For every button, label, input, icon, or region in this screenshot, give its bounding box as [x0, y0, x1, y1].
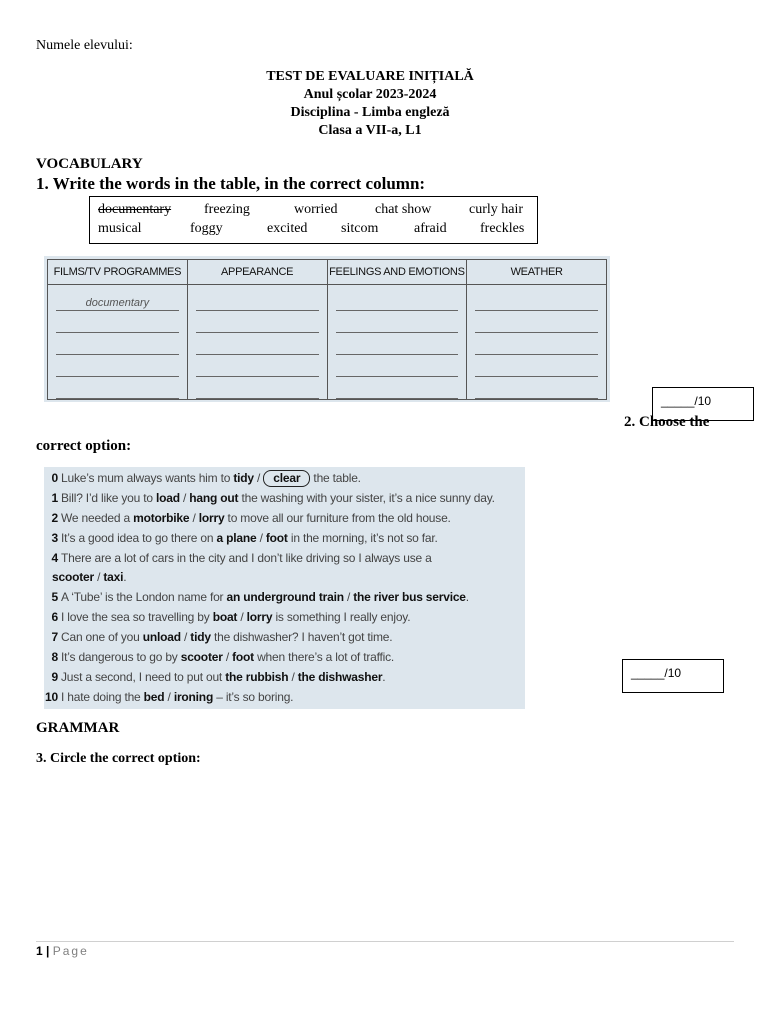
answer-blank[interactable]	[196, 377, 319, 399]
example-answer: documentary	[85, 297, 150, 309]
option-a[interactable]: tidy	[233, 471, 254, 485]
option-item	[44, 590, 469, 604]
word-item: afraid	[414, 221, 447, 236]
school-year: Anul școlar 2023-2024	[303, 87, 437, 102]
item-text: – it’s so boring.	[213, 690, 294, 704]
option-b[interactable]: foot	[265, 531, 288, 545]
item-number: 0	[51, 471, 58, 485]
test-title: TEST DE EVALUARE INIȚIALĂ	[266, 69, 474, 84]
answer-blank[interactable]	[475, 377, 598, 399]
option-b[interactable]: tidy	[190, 630, 211, 644]
item-text: A ‘Tube’ is the London name for	[61, 590, 227, 604]
category-table	[44, 256, 610, 402]
item-text: It’s dangerous to go by	[61, 650, 181, 664]
item-number: 1	[51, 491, 58, 505]
option-b[interactable]: hang out	[189, 491, 239, 505]
item-text: I hate doing the	[61, 690, 144, 704]
column-films	[48, 285, 188, 400]
column-header-feelings: FEELINGS AND EMOTIONS	[327, 260, 467, 285]
word-item: chat show	[375, 202, 432, 217]
item-text: to move all our furniture from the old house.	[224, 511, 451, 525]
item-text: Bill? I’d like you to	[61, 491, 156, 505]
item-text: in the morning, it’s not so far.	[287, 531, 438, 545]
answer-blank[interactable]	[475, 289, 598, 311]
answer-blank[interactable]	[196, 355, 319, 377]
answer-blank[interactable]	[56, 377, 179, 399]
item-number: 9	[51, 670, 58, 684]
item-text: is something I really enjoy.	[272, 610, 411, 624]
word-item: curly hair	[469, 202, 524, 217]
item-text: the dishwasher? I haven’t got time.	[210, 630, 393, 644]
exercise-2-title-start: 2. Choose the	[624, 414, 710, 430]
item-number: 8	[51, 650, 58, 664]
item-number: 4	[51, 551, 58, 565]
option-a[interactable]: the rubbish	[225, 670, 289, 684]
item-number: 5	[51, 590, 58, 604]
option-a[interactable]: a plane	[216, 531, 257, 545]
word-item: documentary	[98, 202, 172, 217]
item-text: the table.	[310, 471, 361, 485]
answer-blank[interactable]	[475, 355, 598, 377]
option-separator: /	[93, 570, 104, 584]
footer-separator: |	[42, 944, 53, 958]
option-a[interactable]: bed	[143, 690, 165, 704]
option-separator: /	[237, 610, 247, 624]
answer-blank[interactable]	[56, 355, 179, 377]
option-a[interactable]: scooter	[180, 650, 223, 664]
option-a[interactable]: load	[155, 491, 180, 505]
item-number: 3	[51, 531, 58, 545]
answer-blank[interactable]	[336, 289, 459, 311]
answer-blank[interactable]	[336, 377, 459, 399]
option-b[interactable]: foot	[232, 650, 254, 664]
option-item	[44, 551, 432, 565]
option-separator: /	[343, 590, 354, 604]
student-name-label: Numele elevului:	[36, 38, 133, 53]
item-number: 2	[51, 511, 58, 525]
option-item	[44, 470, 361, 487]
option-a[interactable]: unload	[142, 630, 181, 644]
class-level: Clasa a VII-a, L1	[318, 123, 422, 138]
item-number: 7	[51, 630, 58, 644]
column-header-weather: WEATHER	[467, 260, 607, 285]
item-text: .	[465, 590, 469, 604]
footer-divider	[36, 941, 734, 942]
option-item	[44, 650, 394, 664]
word-item: excited	[267, 221, 308, 236]
column-header-appearance: APPEARANCE	[187, 260, 327, 285]
answer-blank[interactable]	[196, 289, 319, 311]
option-b[interactable]: lorry	[246, 610, 273, 624]
score-box-exercise-2[interactable]: _____/10	[622, 659, 724, 693]
option-b[interactable]: the dishwasher	[297, 670, 383, 684]
column-weather	[467, 285, 607, 400]
item-text: It’s a good idea to go there on	[61, 531, 217, 545]
item-text: .	[123, 570, 127, 584]
option-separator: /	[222, 650, 233, 664]
page-footer	[36, 944, 89, 958]
option-a[interactable]: boat	[212, 610, 238, 624]
vocabulary-heading: VOCABULARY	[36, 156, 143, 172]
item-text: the washing with your sister, it’s a nice sunny day.	[238, 491, 495, 505]
option-item	[44, 610, 410, 624]
answer-blank[interactable]	[56, 333, 179, 355]
option-b[interactable]: the river bus service	[353, 590, 466, 604]
subject: Disciplina - Limba engleză	[290, 105, 450, 120]
word-item: sitcom	[341, 221, 379, 236]
option-item	[44, 670, 385, 684]
option-a[interactable]: motorbike	[133, 511, 190, 525]
option-a[interactable]: an underground train	[226, 590, 344, 604]
option-item	[44, 511, 451, 525]
answer-blank[interactable]	[336, 311, 459, 333]
item-number: 10	[45, 690, 58, 704]
option-a[interactable]: scooter	[52, 570, 94, 584]
item-text: I love the sea so travelling by	[61, 610, 213, 624]
word-item: freezing	[204, 202, 250, 217]
option-b-circled[interactable]: clear	[263, 470, 310, 487]
option-item-continued	[52, 570, 126, 584]
item-text: .	[382, 670, 386, 684]
page-number: 1	[36, 944, 43, 958]
answer-blank[interactable]	[336, 355, 459, 377]
option-item	[44, 491, 495, 505]
page-label: Page	[52, 944, 89, 958]
grammar-heading: GRAMMAR	[36, 720, 120, 736]
option-b[interactable]: lorry	[198, 511, 225, 525]
answer-blank[interactable]	[56, 289, 179, 311]
option-b[interactable]: ironing	[173, 690, 214, 704]
answer-blank[interactable]	[336, 333, 459, 355]
word-item: worried	[294, 202, 338, 217]
answer-blank[interactable]	[475, 333, 598, 355]
word-item: foggy	[190, 221, 223, 236]
item-text: Can one of you	[61, 630, 143, 644]
answer-blank[interactable]	[475, 311, 598, 333]
exercise-3-title: 3. Circle the correct option:	[36, 751, 201, 766]
item-text: We needed a	[61, 511, 134, 525]
option-separator: /	[288, 670, 298, 684]
word-bank	[89, 196, 538, 244]
option-separator: /	[180, 630, 191, 644]
column-appearance	[187, 285, 327, 400]
option-item	[44, 690, 293, 704]
score-box-exercise-1[interactable]: _____/10	[652, 387, 754, 421]
test-header	[0, 68, 740, 140]
answer-blank[interactable]	[56, 311, 179, 333]
item-text: There are a lot of cars in the city and I don’t like driving so I always use a	[61, 551, 432, 565]
answer-blank[interactable]	[196, 311, 319, 333]
column-feelings	[327, 285, 467, 400]
word-item: musical	[98, 221, 142, 236]
option-b[interactable]: taxi	[103, 570, 124, 584]
option-separator: /	[256, 531, 266, 545]
option-separator: /	[189, 511, 199, 525]
option-separator: /	[253, 471, 264, 485]
item-text: Just a second, I need to put out	[61, 670, 226, 684]
option-item	[44, 630, 392, 644]
option-separator: /	[164, 690, 174, 704]
option-item	[44, 531, 438, 545]
answer-blank[interactable]	[196, 333, 319, 355]
item-number: 6	[51, 610, 58, 624]
column-header-films: FILMS/TV PROGRAMMES	[48, 260, 188, 285]
item-text: Luke’s mum always wants him to	[61, 471, 234, 485]
item-text: when there’s a lot of traffic.	[253, 650, 395, 664]
exercise-2-title-end: correct option:	[36, 438, 132, 454]
exercise-1-title: 1. Write the words in the table, in the correct column:	[36, 174, 426, 193]
word-item: freckles	[480, 221, 525, 236]
options-list	[44, 467, 525, 709]
option-separator: /	[179, 491, 190, 505]
